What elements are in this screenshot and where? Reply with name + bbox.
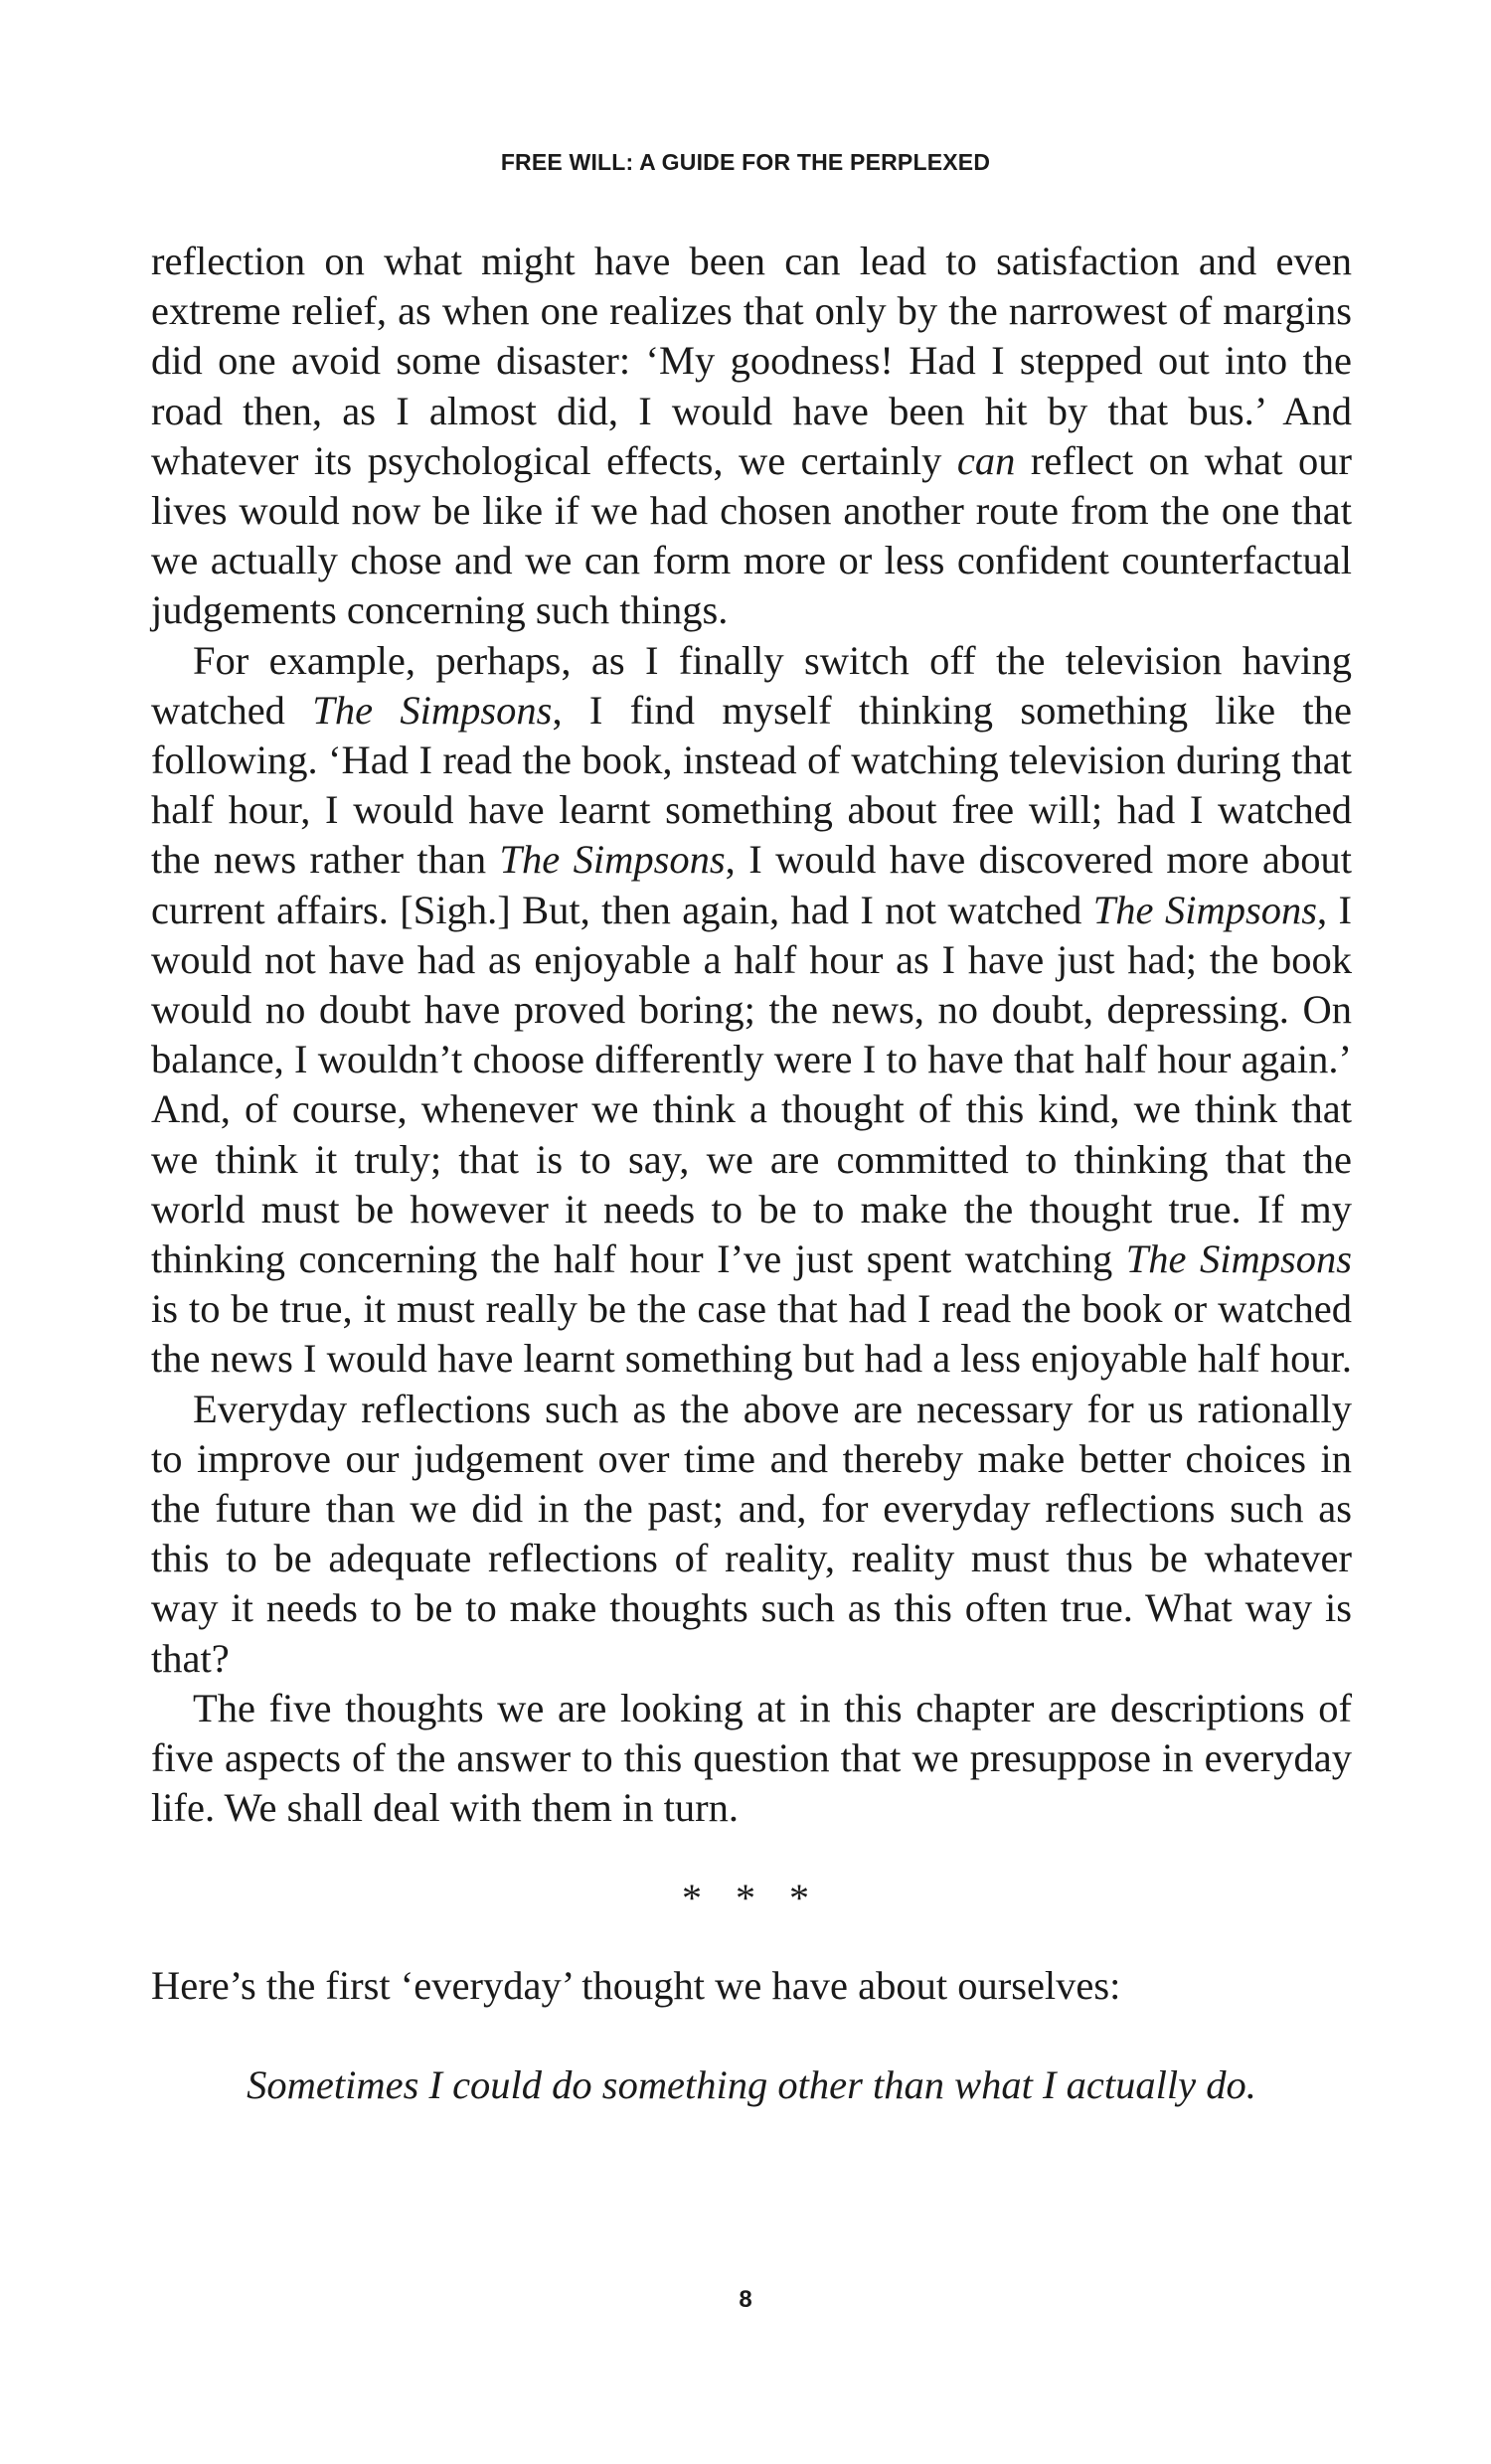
paragraph-2-part-a: For example, perhaps, as I finally switch off the television having watched xyxy=(151,637,1352,733)
paragraph-2-part-c: , I find myself thinking something like the following. ‘Had I read the book, instead of watching television during that half hour, I would have learnt something about free will; had I watched the news rather than xyxy=(151,687,1352,883)
paragraph-4: The five thoughts we are looking at in this chapter are descriptions of five aspects of the answer to this question that we presuppose in everyday life. We shall deal with them in turn. xyxy=(151,1685,1352,1831)
running-head: FREE WILL: A GUIDE FOR THE PERPLEXED xyxy=(500,149,991,175)
paragraph-2-part-e: , I would have discovered more about current affairs. [Sigh.] But, then again, had I not watched xyxy=(151,837,1353,932)
paragraph-2-title-1: The Simpsons xyxy=(312,687,553,733)
paragraph-2-title-4: The Simpsons xyxy=(1125,1236,1352,1282)
paragraph-2-part-g: , I would not have had as enjoyable a half hour as I have just had; the book would no doubt have proved boring; the news, no doubt, depressing. On balance, I wouldn’t choose differently were I to have that half hour again.’ And, of course, whenever we think a thought of this kind, we think that we think it truly; that is to say, we are committed to thinking that the world must be however it needs to be to make the thought true. If my thinking concerning the half hour I’ve just spent watching xyxy=(151,887,1352,1282)
paragraph-2 xyxy=(151,636,1352,1385)
section-break: * * * xyxy=(682,1875,821,1920)
paragraph-3: Everyday reflections such as the above are necessary for us rationally to improve our judgement over time and thereby make better choices in the future than we did in the past; and, for everyday reflections such as this to be adequate reflections of reality, reality must thus be whatever way it needs to be to make thoughts such as this often true. What way is that? xyxy=(151,1386,1352,1681)
body-text xyxy=(151,237,1352,2110)
first-thought-quote: Sometimes I could do something other than what I actually do. xyxy=(247,2061,1256,2107)
first-thought-intro: Here’s the first ‘everyday’ thought we have about ourselves: xyxy=(151,1962,1121,2008)
paragraph-2-part-i: is to be true, it must really be the case that had I read the book or watched the news I would have learnt something but had a less enjoyable half hour. xyxy=(151,1286,1352,1382)
paragraph-1-emphasis-can: can xyxy=(956,437,1016,483)
paragraph-1-part-c: reflect on what our lives would now be like if we had chosen another route from the one that we actually chose and we can form more or less confident counterfactual judgements concerning such things. xyxy=(151,437,1353,633)
paragraph-2-title-2: The Simpsons xyxy=(499,837,726,883)
paragraph-1-part-a: reflection on what might have been can lead to satisfaction and even extreme relief, as when one realizes that only by the narrowest of margins did one avoid some disaster: ‘My goodness! Had I stepped out into the road then, as I almost did, I would have been hit by that bus.’ And whatever its psychological effects, we certainly xyxy=(151,239,1352,483)
paragraph-1 xyxy=(151,237,1352,636)
paragraph-2-title-3: The Simpsons xyxy=(1092,887,1317,932)
page-number: 8 xyxy=(739,2286,752,2313)
